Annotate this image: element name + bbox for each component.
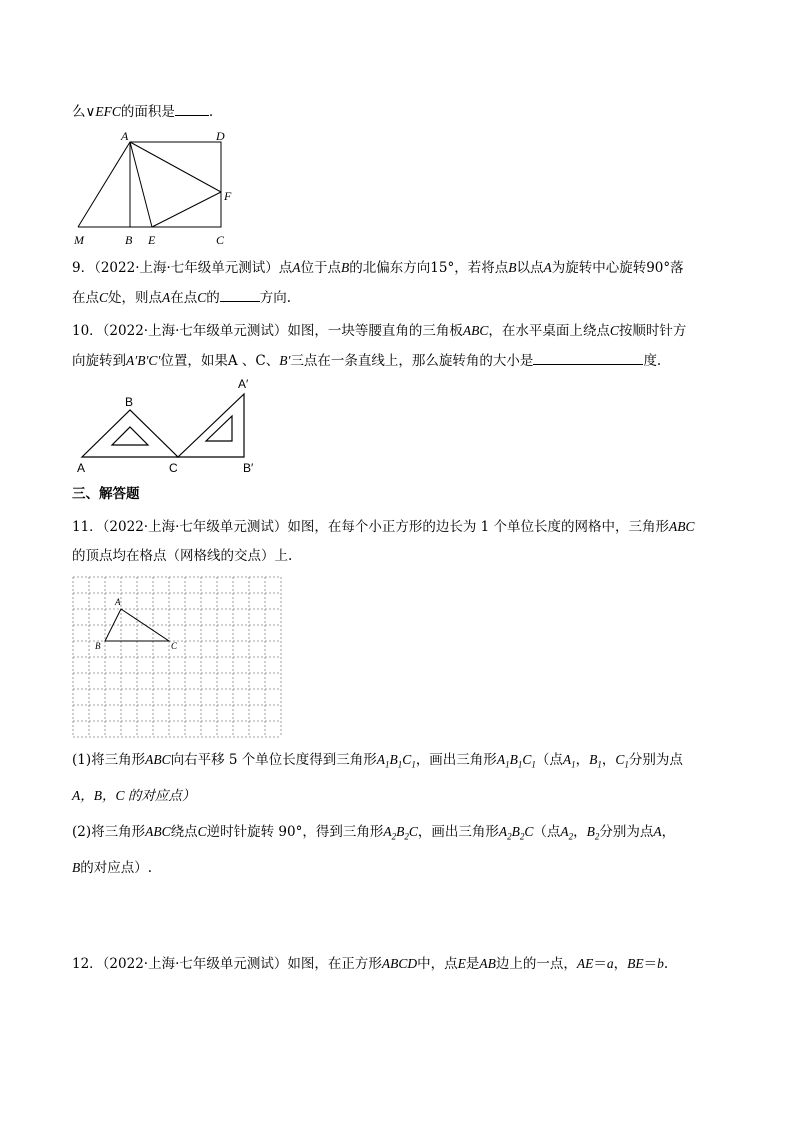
point-label: A [162,290,171,305]
text: ， [661,824,676,840]
subscript: 2 [391,831,397,842]
segment-ae [130,142,152,227]
point-label: B [72,860,81,875]
text: （点 [533,824,561,840]
text: 分别为点 [628,752,683,768]
text: ＝ [593,956,607,972]
variable: a [606,956,614,971]
label-a: A [121,129,129,143]
subscript: 1 [517,759,523,770]
text: 分别为点 [599,824,654,840]
question-10-line-1 [72,321,686,341]
label-b: B [125,233,133,247]
segment-label: AE [576,956,594,971]
segment-label: BE [627,956,644,971]
text: 按顺时针方 [618,323,687,339]
question-8-continuation [72,101,213,122]
text: 位于点 [300,260,342,276]
vertex: C [522,752,532,767]
triangle-name: ABC [145,824,171,839]
question-11-part-2-line-2 [72,858,152,878]
text: (1)将三角形 [72,752,146,768]
question-11-part-1-line-1 [72,750,683,775]
point-label: A [292,260,301,275]
text: ， [575,752,590,768]
text: ， [601,752,616,768]
text: 以点 [516,260,544,276]
point-label: E [457,956,466,971]
vertex: B [509,752,518,767]
label-b-prime: B′ [243,461,254,475]
vertex: C [402,752,412,767]
segment-label: AB [479,956,496,971]
text: 向右平移 5 个单位长度得到三角形 [170,752,377,768]
label-b: B [125,395,134,409]
point-label: B′ [279,353,291,368]
question-11-part-1-line-2: A，B，C 的对应点） [72,788,196,803]
text: 的北偏东方向15°，若将点 [349,260,509,276]
question-12-line-1 [72,954,668,974]
vertex: C [615,752,625,767]
subscript: 1 [411,759,416,770]
set-square-rotated-inner [206,416,232,441]
vertex: B [389,752,398,767]
point-label: B [508,260,517,275]
triangle-name [498,824,534,842]
subscript: 1 [505,759,510,770]
label-e: E [148,233,156,247]
point-label: C [99,290,109,305]
segment-am [78,142,130,227]
subscript: 1 [597,759,602,770]
vertex: B [589,752,598,767]
question-11-line-2: 的顶点均在格点（网格线的交点）上. [72,548,293,564]
square-figure [70,128,240,252]
text: 向旋转到 [72,353,126,369]
subscript: 1 [385,759,390,770]
label-b: B [95,641,101,651]
vertex: A [376,752,386,767]
text: . [208,104,214,120]
text: . [663,956,669,972]
question-10-line-2 [72,350,661,371]
subscript: 2 [519,831,525,842]
set-square-figure [74,374,274,476]
set-square-abc-outer [82,410,178,457]
point-label: B [341,260,350,275]
point-label [615,752,629,770]
vertex: B [396,824,405,839]
text: 在点 [72,290,99,306]
vertex: A [562,752,572,767]
vertex: C [524,824,534,839]
text: 度. [643,353,662,369]
subscript: 2 [568,831,574,842]
set-square-rotated-outer [178,394,244,457]
text: 处，则点 [108,290,163,306]
question-11-part-2-line-1 [72,822,675,847]
variable: b [657,956,664,971]
label-a-prime: A′ [238,377,249,391]
text: 方向. [259,290,292,306]
subscript: 2 [507,831,512,842]
answer-blank[interactable] [220,287,260,302]
triangle-name: EFC [95,104,121,119]
point-label [586,824,600,842]
point-label [560,824,574,842]
label-c: C [169,461,178,475]
vertex: A [496,752,506,767]
text: 的对应点）. [80,860,153,876]
point-label: C [197,824,207,839]
vertex: B [586,824,595,839]
subscript: 2 [594,831,600,842]
question-9-line-2 [72,287,291,308]
subscript: 1 [397,759,403,770]
text: 边上的一点， [495,956,577,972]
text: 10．（2022·上海·七年级单元测试）如图，一块等腰直角的三角板 [72,323,463,339]
point-label: A [653,824,662,839]
text: 在点 [170,290,198,306]
subscript: 2 [404,831,409,842]
subscript: 1 [571,759,576,770]
text: 12．（2022·上海·七年级单元测试）如图，在正方形 [72,956,382,972]
answer-blank[interactable] [533,350,643,365]
text: 位置，如果A 、C、 [160,353,280,369]
text: ， [613,956,628,972]
text: （点 [535,752,563,768]
text: ，画出三角形 [415,752,497,768]
subscript: 1 [531,759,536,770]
point-label: A [543,260,552,275]
label-a: A [115,597,121,607]
vertex: A [498,824,508,839]
label-d: D [216,129,225,143]
text: 三点在一条直线上，那么旋转角的大小是 [290,353,534,369]
text: 11．（2022·上海·七年级单元测试）如图，在每个小正方形的边长为 1 个单位长度的网格中，三角形 [72,519,670,535]
triangle-name: ABC [145,752,171,767]
text: 么∨ [72,104,96,120]
subscript: 1 [624,759,629,770]
text: ＝ [643,956,658,972]
square-name: ABCD [381,956,418,971]
text: 的 [206,290,220,306]
vertex: C [408,824,418,839]
point-label [562,752,576,770]
triangle-name: ABC [669,519,695,534]
point-label: C [609,323,619,338]
text: 的面积是 [120,104,175,120]
text: 绕点 [170,824,198,840]
grid-lines [73,577,281,737]
text: ， [573,824,587,840]
label-a: A [77,461,86,475]
question-9-line-1 [72,258,684,278]
section-heading: 三、解答题 [72,486,140,502]
text: ，画出三角形 [417,824,499,840]
text: 逆时针旋转 90°，得到三角形 [206,824,384,840]
vertex: A [560,824,569,839]
label-m: M [74,233,84,247]
text: ，在水平桌面上绕点 [488,323,610,339]
label-f: F [224,189,232,203]
point-label [589,752,602,770]
text: 中，点 [417,956,458,972]
segment-af [130,142,221,192]
answer-blank[interactable] [175,101,209,116]
triangle-name [383,824,418,842]
triangle-name: ABC [462,323,489,338]
set-square-abc-inner [112,427,148,445]
triangle-name: A′B′C′ [126,353,161,368]
segment-ef [152,192,221,227]
point-label: C [197,290,207,305]
triangle-name [376,752,416,770]
vertex: A [383,824,392,839]
text: 9．（2022·上海·七年级单元测试）点 [72,260,293,276]
question-11-line-1 [72,517,695,537]
text: 是 [465,956,480,972]
label-c: C [171,641,178,651]
triangle-name [496,752,536,770]
text: 为旋转中心旋转90°落 [551,260,684,276]
label-c: C [216,233,225,247]
grid-figure [72,576,286,740]
vertex: B [511,824,520,839]
text: (2)将三角形 [72,824,146,840]
